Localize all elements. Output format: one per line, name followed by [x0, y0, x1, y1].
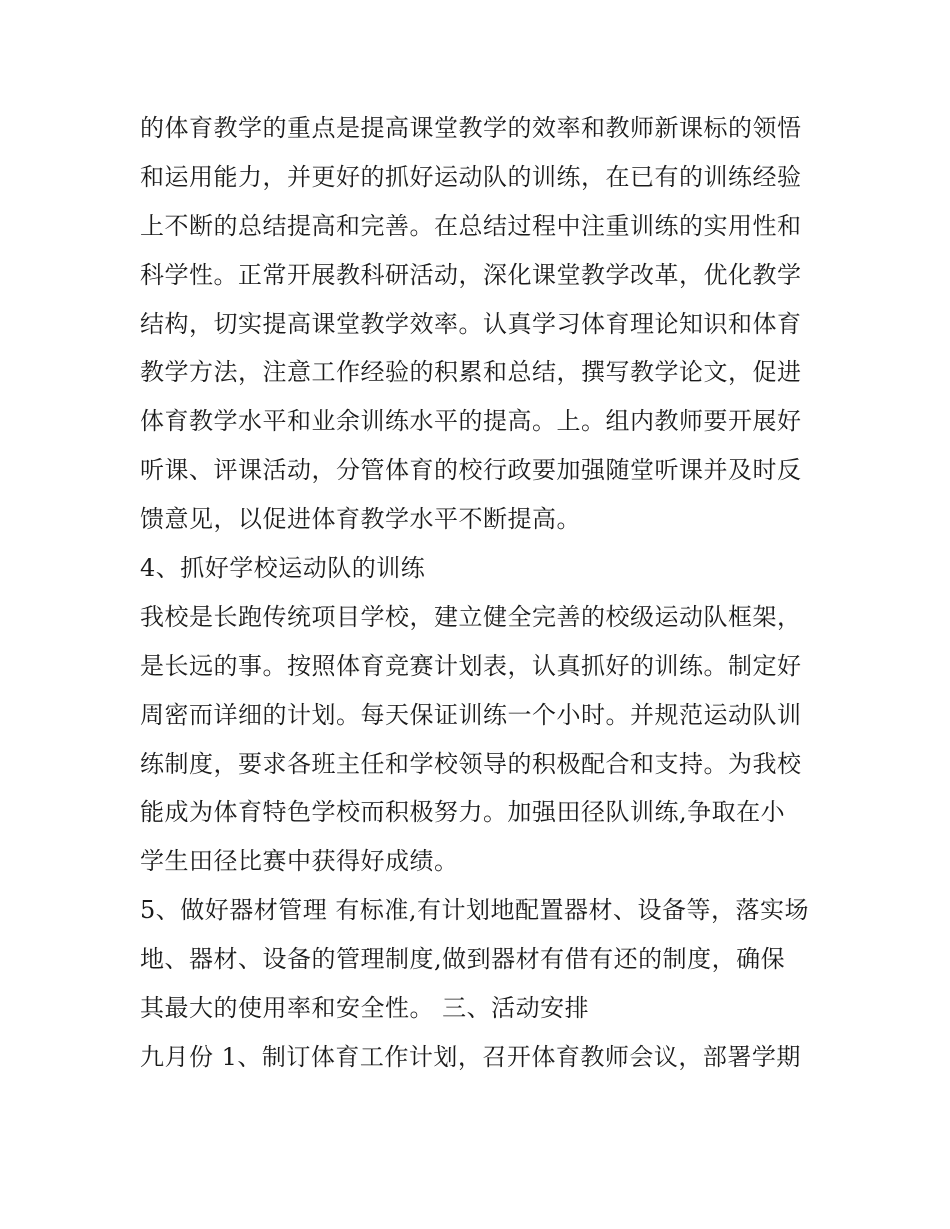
text-line: 我校是长跑传统项目学校，建立健全完善的校级运动队框架，: [140, 602, 802, 631]
text-line: 教学方法，注意工作经验的积累和总结，撰写教学论文，促进: [140, 358, 802, 387]
document-body: [140, 112, 820, 1090]
text-line: 九月份 1、制订体育工作计划，召开体育教师会议，部署学期: [140, 1042, 801, 1071]
text-line: 馈意见，以促进体育教学水平不断提高。: [140, 505, 581, 534]
text-line: 体育教学水平和业余训练水平的提高。上。组内教师要开展好: [140, 407, 802, 436]
section-heading: 4、抓好学校运动队的训练: [140, 554, 426, 583]
text-line: 地、器材、设备的管理制度,做到器材有借有还的制度，确保: [140, 945, 786, 974]
text-line: 的体育教学的重点是提高课堂教学的效率和教师新课标的领悟: [140, 114, 802, 142]
text-line: 练制度，要求各班主任和学校领导的积极配合和支持。为我校: [140, 749, 802, 778]
text-line: 能成为体育特色学校而积极努力。加强田径队训练,争取在小: [140, 798, 786, 827]
section-heading: 5、做好器材管理 有标准,有计划地配置器材、设备等，落实场: [140, 896, 810, 925]
text-line: 周密而详细的计划。每天保证训练一个小时。并规范运动队训: [140, 700, 802, 729]
text-line: 上不断的总结提高和完善。在总结过程中注重训练的实用性和: [140, 211, 802, 240]
text-line: 科学性。正常开展教科研活动，深化课堂教学改革，优化教学: [140, 260, 802, 289]
text-line: 结构，切实提高课堂教学效率。认真学习体育理论知识和体育: [140, 309, 802, 338]
text-line: 是长远的事。按照体育竞赛计划表，认真抓好的训练。制定好: [140, 651, 802, 680]
text-line: 听课、评课活动，分管体育的校行政要加强随堂听课并及时反: [140, 456, 802, 485]
text-line: 其最大的使用率和安全性。 三、活动安排: [140, 994, 590, 1023]
text-line: 和运用能力，并更好的抓好运动队的训练，在已有的训练经验: [140, 162, 802, 191]
text-line: 学生田径比赛中获得好成绩。: [140, 847, 459, 876]
